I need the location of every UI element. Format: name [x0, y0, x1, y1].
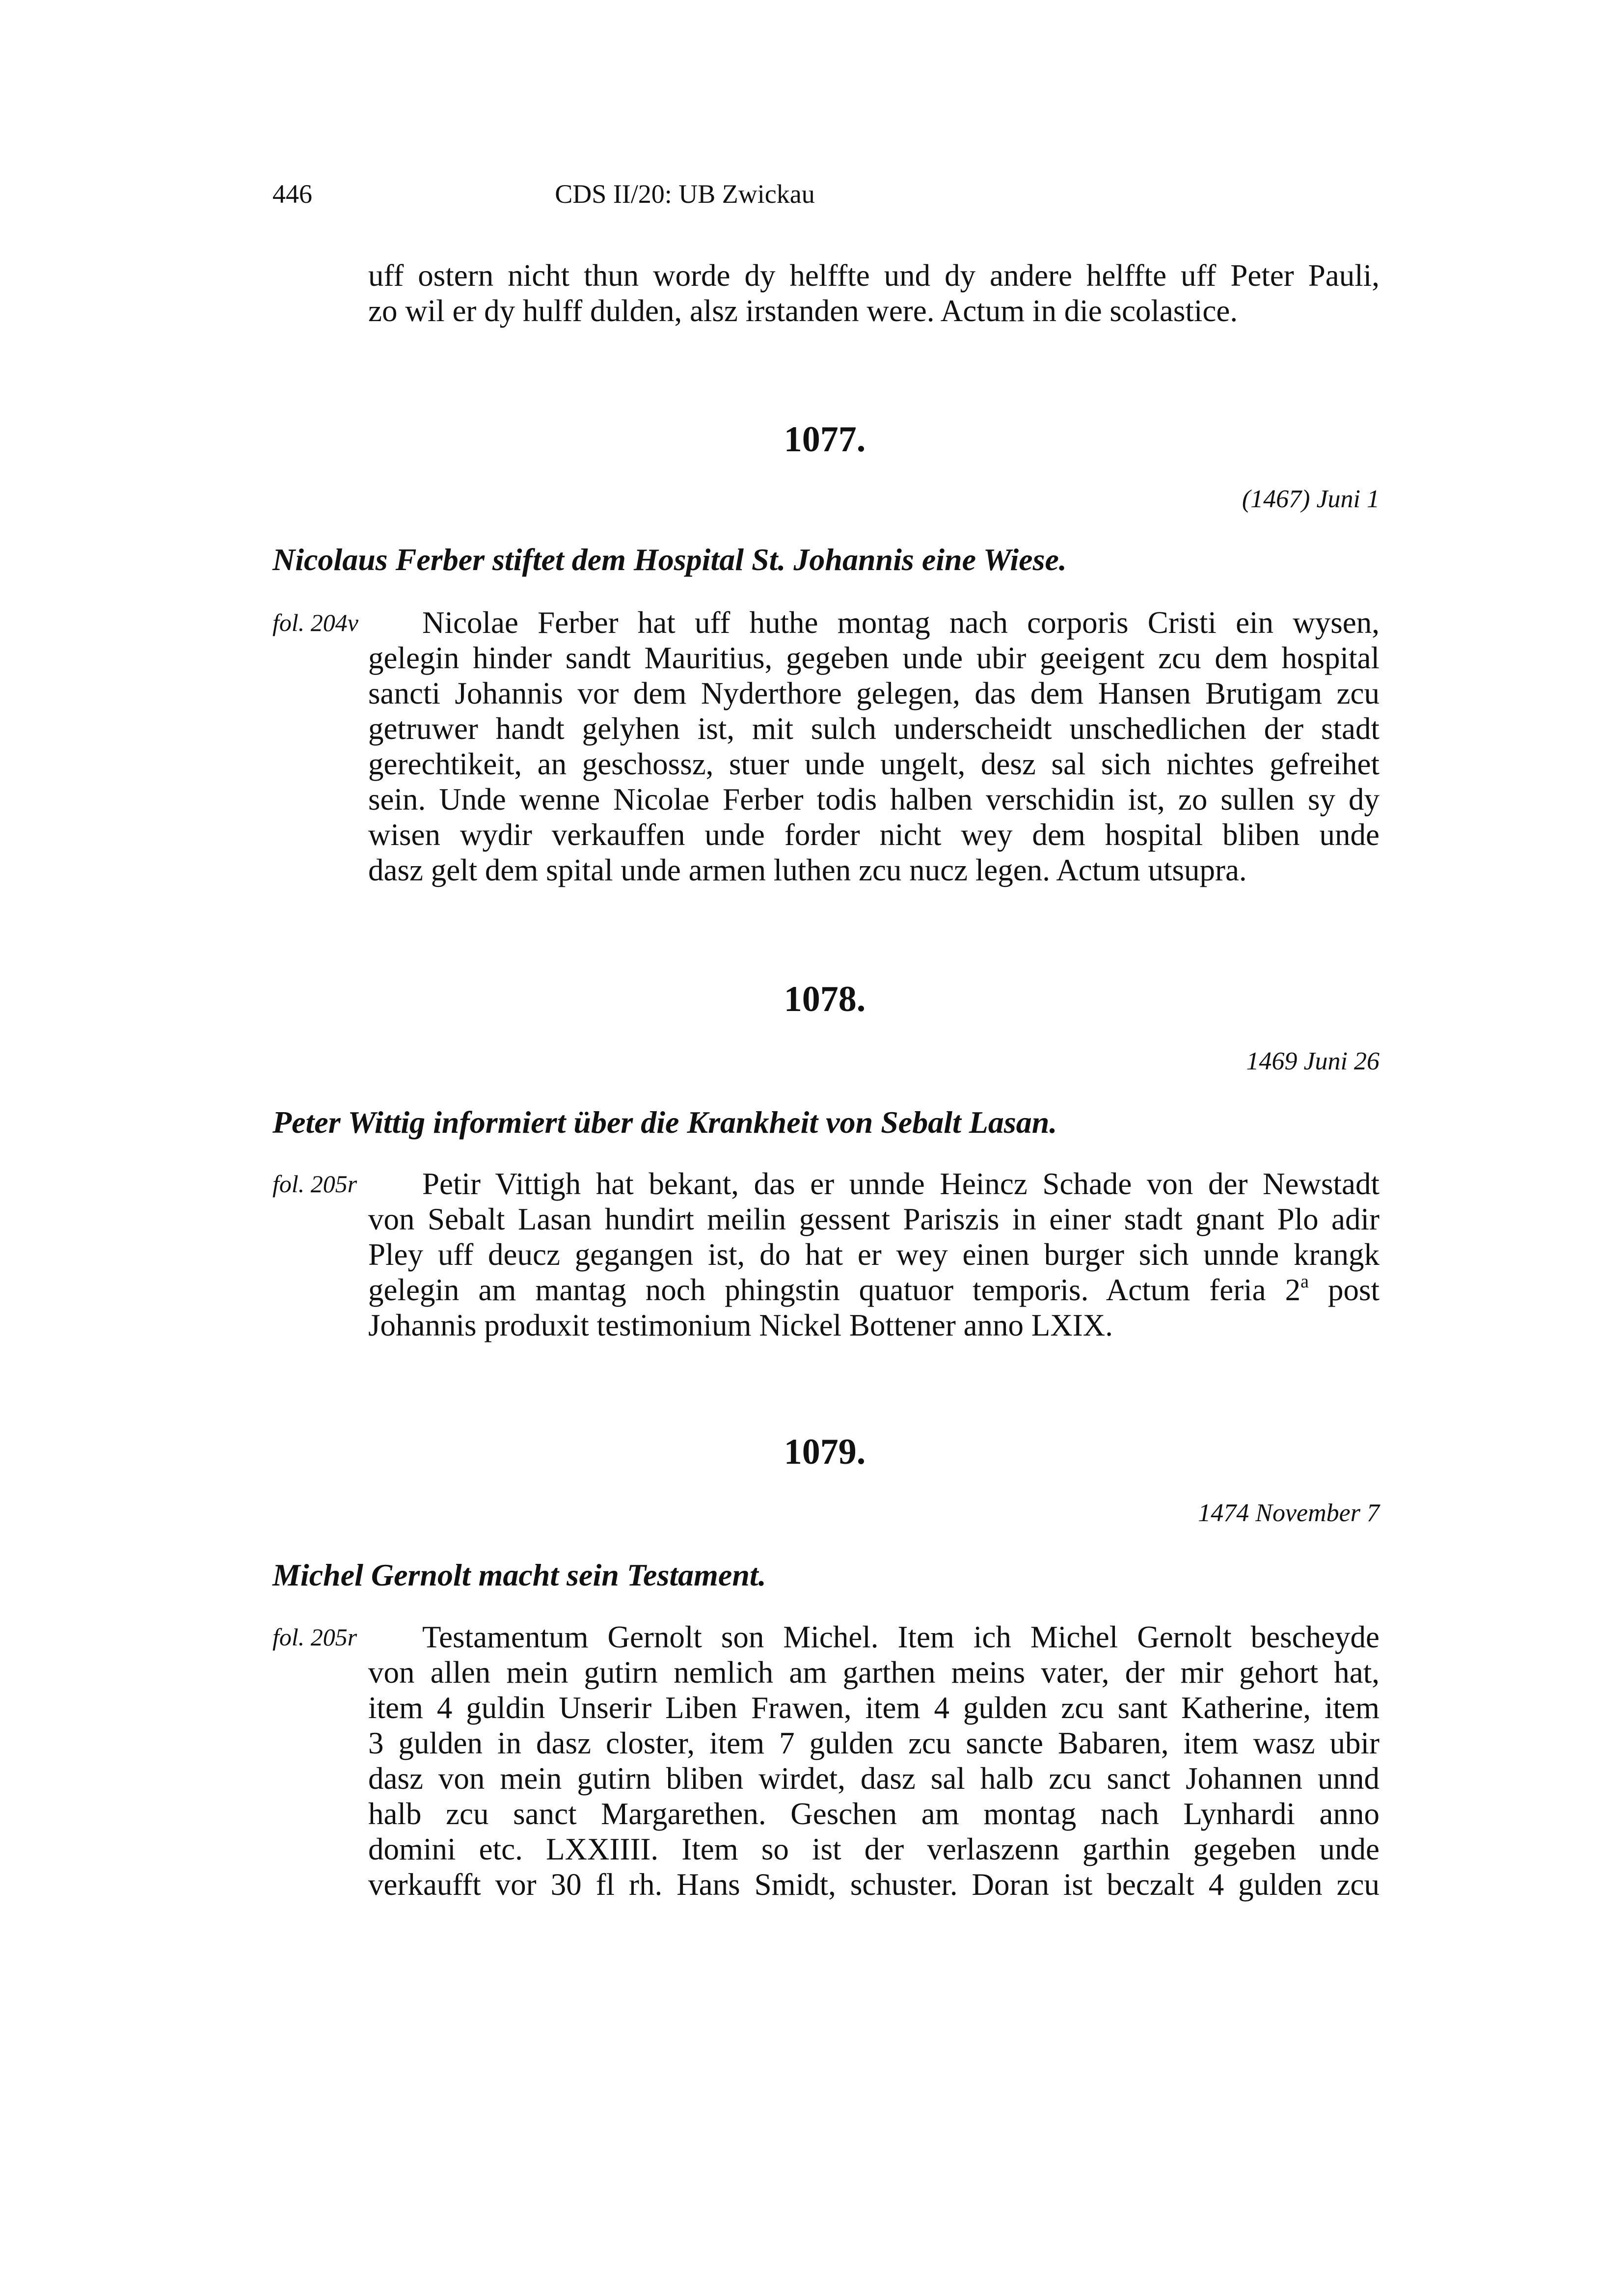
text-line: von allen mein gutirn nemlich am garthen meins vater, der mir gehort hat, — [368, 1655, 1380, 1690]
text-line: gelegin am mantag noch phingstin quatuor temporis. Actum feria 2$^a$ post — [368, 1272, 1380, 1307]
text-line: gerechtikeit, an geschossz, stuer unde ungelt, desz sal sich nichtes gefreihet — [368, 747, 1380, 781]
text-line: Testamentum Gernolt son Michel. Item ich Michel Gernolt bescheyde — [422, 1620, 1380, 1654]
text-line: von Sebalt Lasan hundirt meilin gessent Pariszis in einer stadt gnant Plo adir — [368, 1202, 1380, 1236]
entry-number: 1079. — [784, 1432, 866, 1472]
text-line: Nicolae Ferber hat uff huthe montag nach corporis Cristi ein wysen, — [422, 605, 1380, 640]
text-line: dasz gelt dem spital unde armen luthen zcu nucz legen. Actum utsupra. — [368, 853, 1247, 887]
text-line: domini etc. LXXIIII. Item so ist der verlaszenn garthin gegeben unde — [368, 1832, 1380, 1866]
text-line: sancti Johannis vor dem Nyderthore gelegen, das dem Hansen Brutigam zcu — [368, 676, 1380, 711]
text-line: 3 gulden in dasz closter, item 7 gulden zcu sancte Babaren, item wasz ubir — [368, 1726, 1380, 1760]
text-line: wisen wydir verkauffen unde forder nicht wey dem hospital bliben unde — [368, 818, 1380, 852]
entry-number: 1077. — [784, 419, 866, 460]
page-number: 446 — [272, 179, 312, 209]
text-line: Johannis produxit testimonium Nickel Bottener anno LXIX. — [368, 1308, 1113, 1342]
text-line: dasz von mein gutirn bliben wirdet, dasz sal halb zcu sanct Johannen unnd — [368, 1761, 1380, 1796]
text-line: getruwer handt gelyhen ist, mit sulch underscheidt unschedlichen der stadt — [368, 711, 1380, 746]
text-line: verkaufft vor 30 fl rh. Hans Smidt, schuster. Doran ist beczalt 4 gulden zcu — [368, 1867, 1380, 1902]
entry-date: (1467) Juni 1 — [1242, 485, 1380, 513]
text-line: Petir Vittigh hat bekant, das er unnde Heincz Schade von der Newstadt — [422, 1167, 1380, 1201]
entry-paragraph — [368, 605, 1380, 888]
text-line: zo wil er dy hulff dulden, alsz irstanden were. Actum in die scolastice. — [368, 294, 1238, 328]
text-line: sein. Unde wenne Nicolae Ferber todis halben verschidin ist, zo sullen sy dy — [368, 782, 1380, 817]
entry-paragraph — [368, 1166, 1380, 1343]
entry-number: 1078. — [784, 979, 866, 1019]
entry-title: Peter Wittig informiert über die Krankheit von Sebalt Lasan. — [272, 1105, 1057, 1140]
folio-reference: fol. 204v — [272, 609, 358, 636]
folio-reference: fol. 205r — [272, 1623, 357, 1651]
entry-paragraph — [368, 1619, 1380, 1902]
text-line: uff ostern nicht thun worde dy helffte und dy andere helffte uff Peter Pauli, — [368, 258, 1380, 293]
text-line: halb zcu sanct Margarethen. Geschen am montag nach Lynhardi anno — [368, 1797, 1380, 1831]
running-header — [272, 177, 1377, 211]
running-title: CDS II/20: UB Zwickau — [555, 179, 815, 209]
text-line: gelegin hinder sandt Mauritius, gegeben unde ubir geeigent zcu dem hospital — [368, 641, 1380, 675]
entry-title: Michel Gernolt macht sein Testament. — [272, 1558, 766, 1592]
entry-date: 1469 Juni 26 — [1246, 1047, 1380, 1075]
entry-date: 1474 November 7 — [1198, 1499, 1380, 1527]
folio-reference: fol. 205r — [272, 1170, 357, 1198]
text-line: item 4 guldin Unserir Liben Frawen, item 4 gulden zcu sant Katherine, item — [368, 1691, 1380, 1725]
text-line: Pley uff deucz gegangen ist, do hat er wey einen burger sich unnde krangk — [368, 1237, 1380, 1272]
superscript: a — [1300, 1272, 1309, 1292]
entry-title: Nicolaus Ferber stiftet dem Hospital St. Johannis eine Wiese. — [272, 542, 1067, 577]
carryover-paragraph — [368, 258, 1380, 328]
